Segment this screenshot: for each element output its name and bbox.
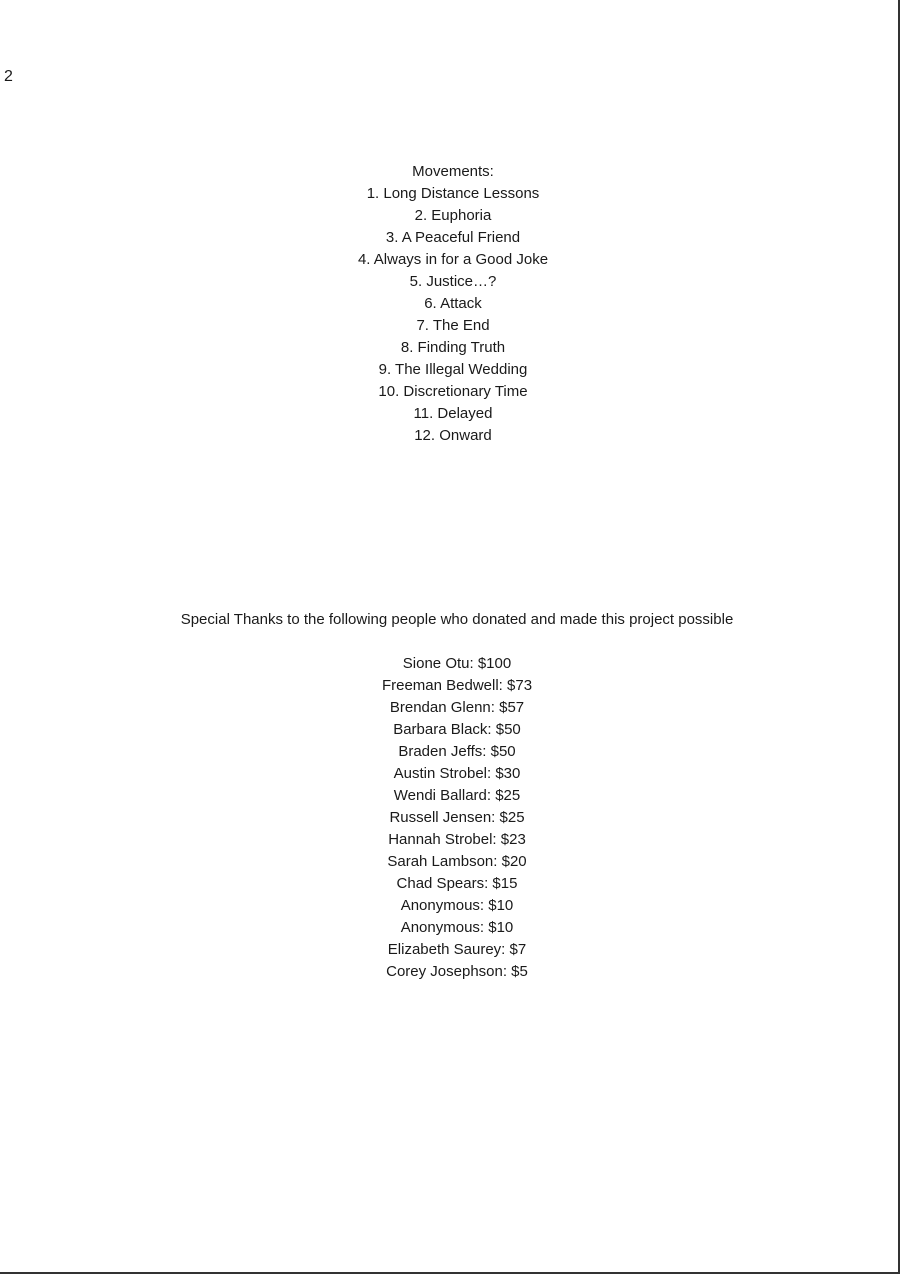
donor-item: Freeman Bedwell: $73 [381,677,533,694]
movement-item: 2. Euphoria [414,207,492,224]
donor-item: Barbara Black: $50 [393,721,521,738]
donor-item: Anonymous: $10 [400,897,514,914]
movement-item: 9. The Illegal Wedding [378,361,528,378]
movement-item: 10. Discretionary Time [378,383,528,400]
special-thanks-heading: Special Thanks to the following people who donated and made this project possible [180,611,734,628]
page-number: 2 [4,68,13,85]
movement-item: 11. Delayed [413,405,493,422]
donor-item: Austin Strobel: $30 [393,765,521,782]
movement-item: 3. A Peaceful Friend [385,229,521,246]
movements-heading: Movements: [412,163,494,180]
donor-item: Wendi Ballard: $25 [393,787,521,804]
donor-item: Elizabeth Saurey: $7 [387,941,527,958]
donor-item: Hannah Strobel: $23 [388,831,526,848]
movements-list [0,161,900,447]
movement-item: 8. Finding Truth [400,339,506,356]
movement-item: 5. Justice…? [409,273,497,290]
donor-item: Braden Jeffs: $50 [398,743,516,760]
donor-item: Chad Spears: $15 [396,875,518,892]
donor-item: Sarah Lambson: $20 [387,853,527,870]
movement-item: 6. Attack [424,295,482,312]
donor-item: Corey Josephson: $5 [386,963,528,980]
donor-list [0,653,900,983]
movement-item: 7. The End [416,317,490,334]
movement-item: 12. Onward [414,427,492,444]
donor-item: Anonymous: $10 [400,919,514,936]
donor-item: Russell Jensen: $25 [389,809,525,826]
donor-item: Sione Otu: $100 [402,655,512,672]
donor-item: Brendan Glenn: $57 [389,699,525,716]
movement-item: 4. Always in for a Good Joke [357,251,549,268]
movement-item: 1. Long Distance Lessons [366,185,540,202]
